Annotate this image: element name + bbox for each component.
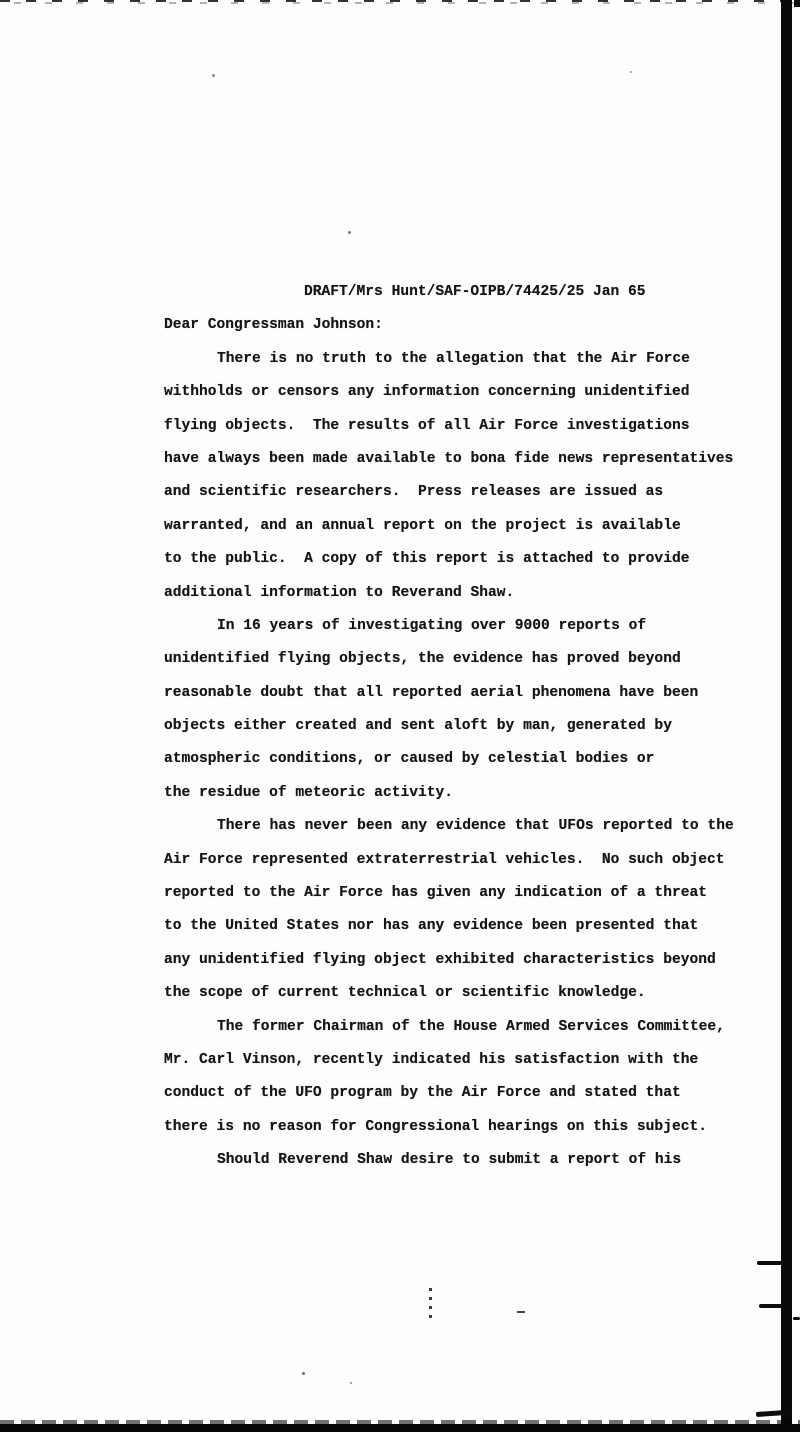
text-line: additional information to Reverand Shaw. <box>164 584 515 601</box>
text-line: to the public. A copy of this report is attached to provide <box>164 551 690 568</box>
letter-text-column <box>164 281 764 1183</box>
scan-dash-mark <box>517 1311 525 1313</box>
text-line: flying objects. The results of all Air Force investigations <box>164 417 690 434</box>
letter-body <box>164 348 764 1183</box>
text-line: atmospheric conditions, or caused by celestial bodies or <box>164 751 655 768</box>
text-line: unidentified flying objects, the evidence has proved beyond <box>164 651 681 668</box>
text-line: Mr. Carl Vinson, recently indicated his satisfaction with the <box>164 1051 699 1068</box>
text-line: warranted, and an annual report on the project is available <box>164 517 681 534</box>
scan-speck <box>630 71 632 73</box>
scan-speck <box>350 1382 352 1384</box>
scan-dotted-mark <box>429 1288 432 1318</box>
draft-routing-header: DRAFT/Mrs Hunt/SAF-OIPB/74425/25 Jan 65 <box>304 284 646 300</box>
scan-top-edge-artifact-2 <box>0 2 800 4</box>
scan-bottom-edge-bar <box>0 1424 800 1432</box>
text-line: The former Chairman of the House Armed Services Committee, <box>217 1018 725 1035</box>
scan-corner-mark <box>794 0 800 7</box>
text-line: and scientific researchers. Press releases are issued as <box>164 484 664 501</box>
text-line: Should Reverend Shaw desire to submit a report of his <box>217 1152 682 1169</box>
text-line: the residue of meteoric activity. <box>164 784 454 801</box>
text-line: In 16 years of investigating over 9000 reports of <box>217 617 647 634</box>
scan-speck <box>302 1372 305 1375</box>
text-line: conduct of the UFO program by the Air Force and stated that <box>164 1085 681 1102</box>
text-line: There is no truth to the allegation that the Air Force <box>217 350 690 367</box>
text-line: Air Force represented extraterrestrial vehicles. No such object <box>164 851 725 868</box>
text-line: there is no reason for Congressional hearings on this subject. <box>164 1118 707 1135</box>
text-line: withholds or censors any information concerning unidentified <box>164 384 690 401</box>
text-line: objects either created and sent aloft by man, generated by <box>164 718 672 735</box>
text-line: the scope of current technical or scientific knowledge. <box>164 985 646 1002</box>
scan-speck <box>348 231 351 234</box>
text-line: have always been made available to bona fide news representatives <box>164 450 734 467</box>
scan-right-edge-bar <box>781 0 792 1432</box>
text-line: reasonable doubt that all reported aerial phenomena have been <box>164 684 699 701</box>
scan-tick-mark <box>759 1304 783 1308</box>
salutation: Dear Congressman Johnson: <box>164 317 383 334</box>
scan-tick-mark <box>757 1261 783 1265</box>
text-line: to the United States nor has any evidence been presented that <box>164 918 699 935</box>
text-line: any unidentified flying object exhibited characteristics beyond <box>164 951 716 968</box>
scan-speck <box>212 74 215 77</box>
text-line: reported to the Air Force has given any indication of a threat <box>164 885 707 902</box>
scan-tick-mark <box>793 1317 800 1320</box>
text-line: There has never been any evidence that UFOs reported to the <box>217 818 734 835</box>
